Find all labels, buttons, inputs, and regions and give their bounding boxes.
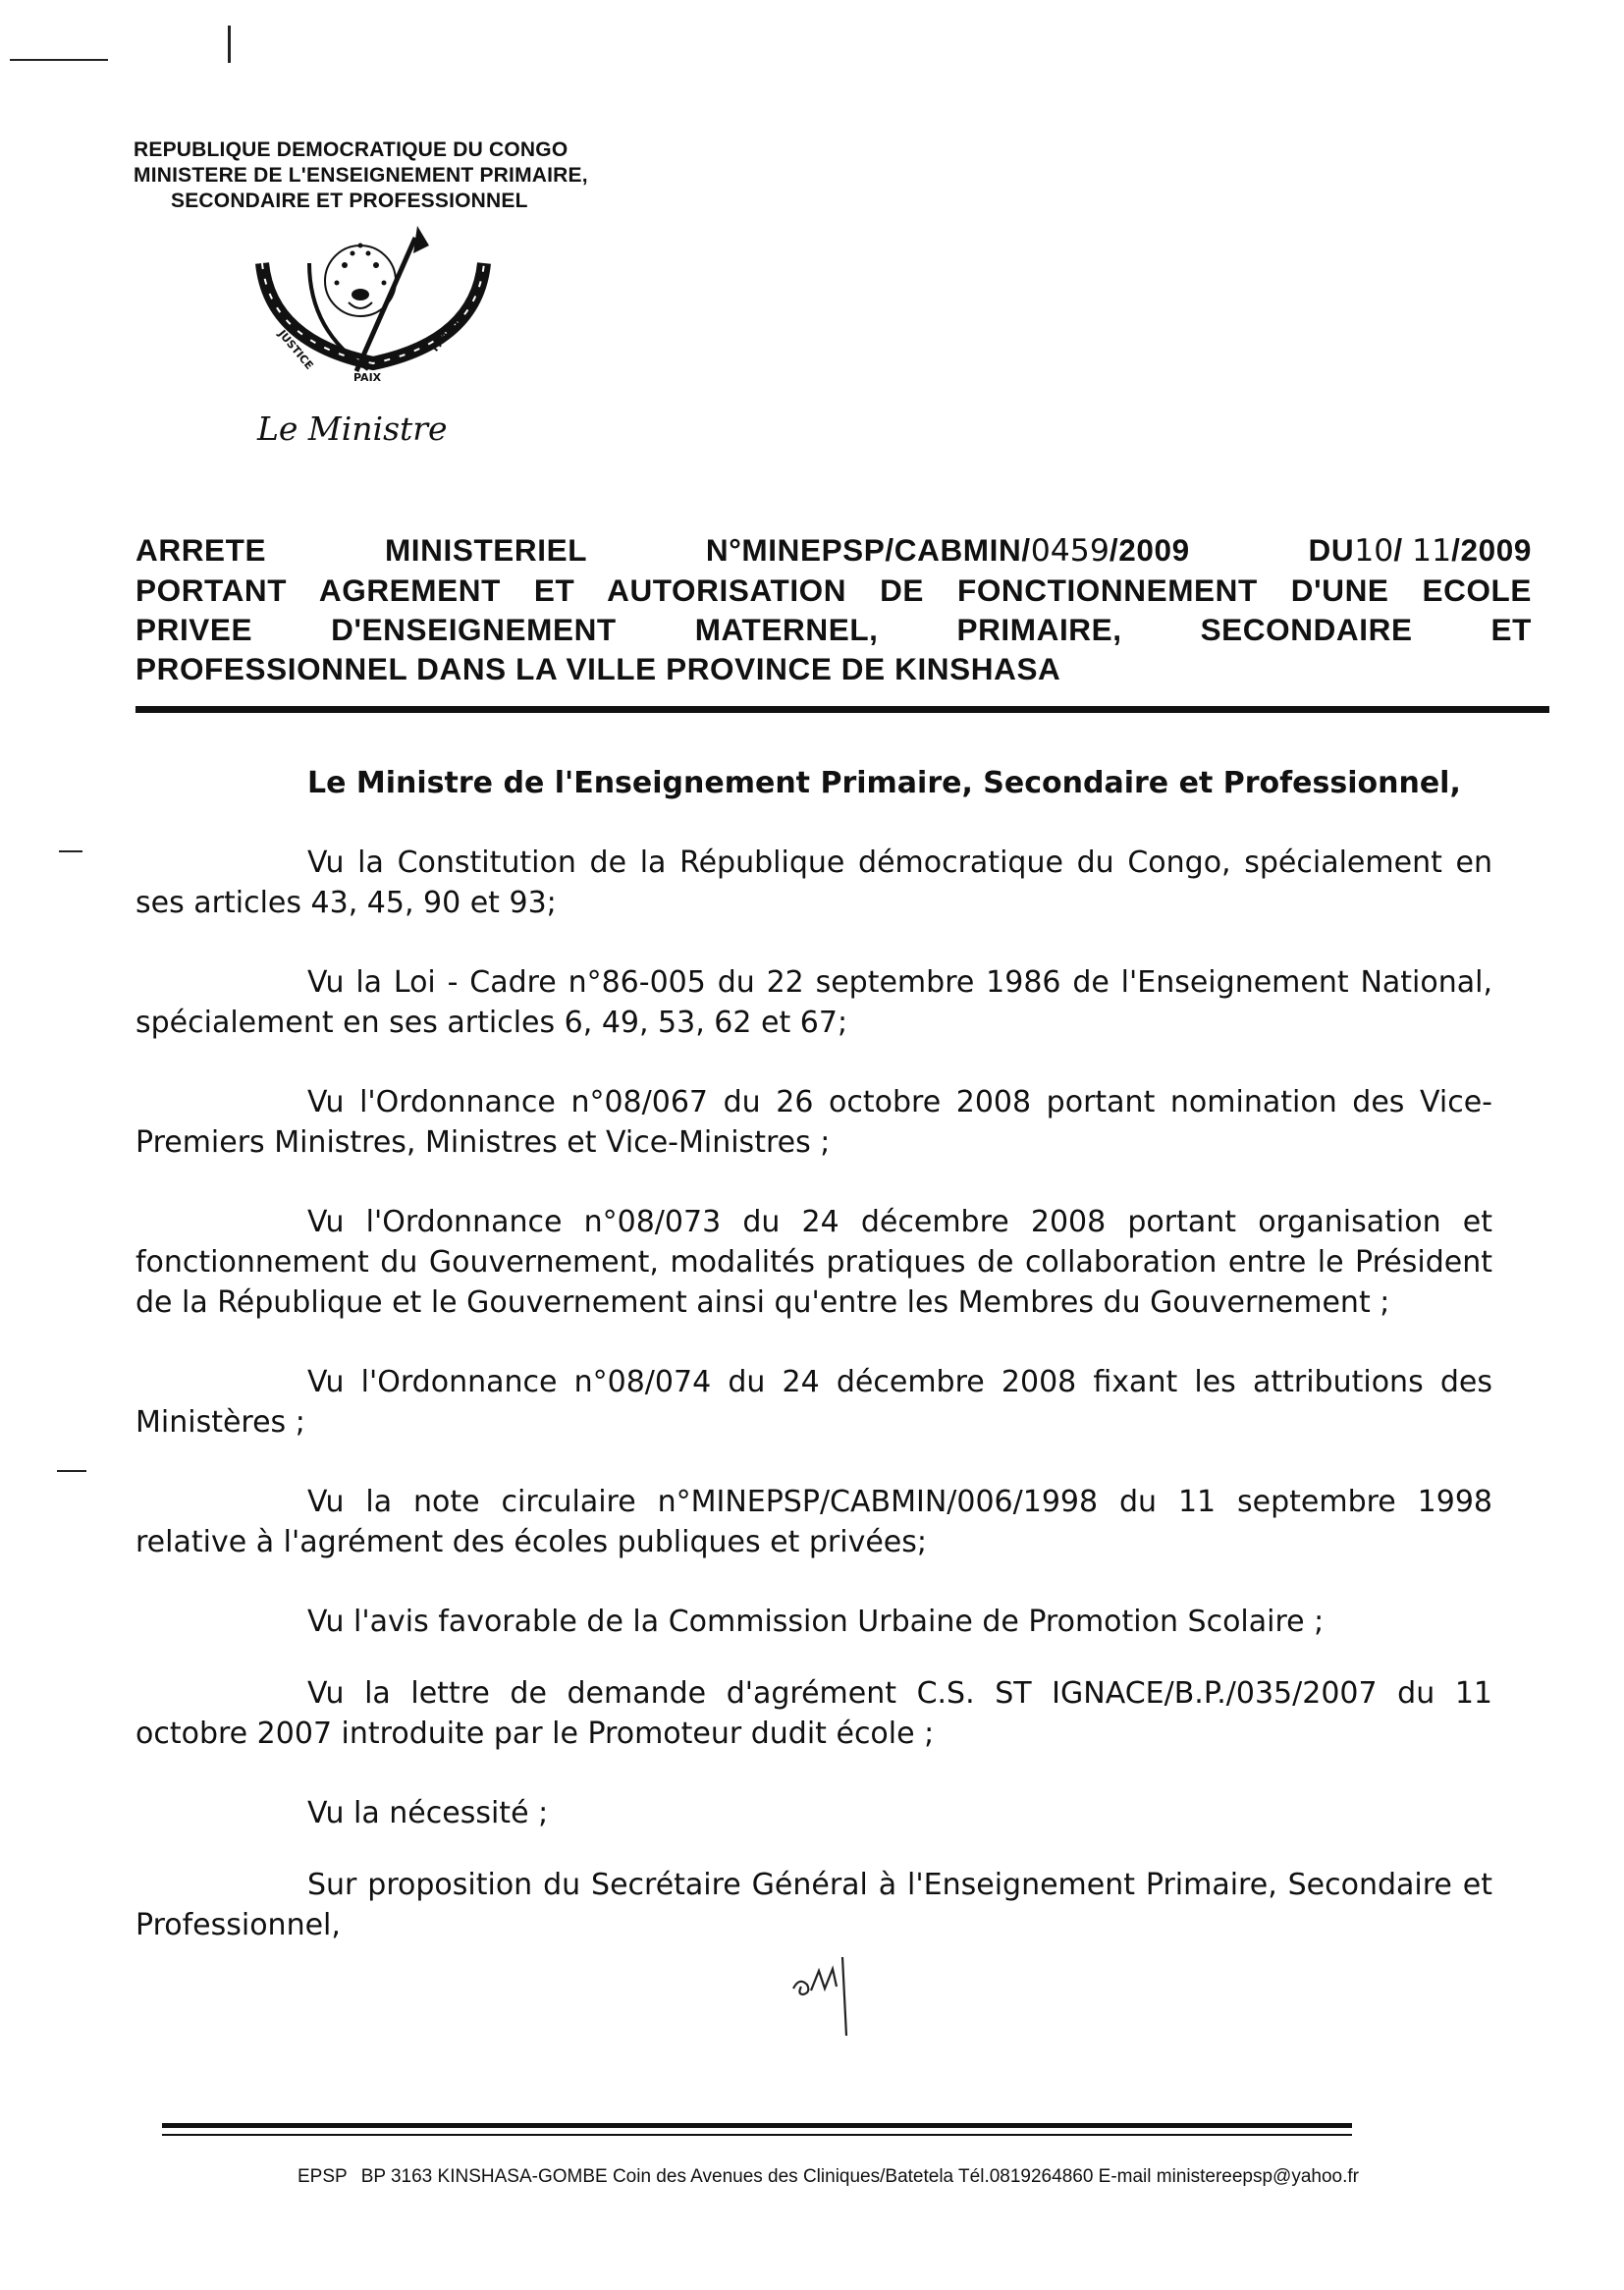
consideration-ordonnance-073: Vu l'Ordonnance n°08/073 du 24 décembre 2008 portant organisation et fonctionnement du Gouvernement, modalités pratiques de collaboration entre le Président de la République et le Gouvernement ainsi qu'entre les Membres du Gouvernement ;: [135, 1205, 1492, 1320]
scan-mark: [228, 26, 231, 63]
footer: [298, 2166, 1359, 2188]
coat-of-arms-emblem: [250, 224, 496, 410]
consideration-avis: Vu l'avis favorable de la Commission Urbaine de Promotion Scolaire ;: [307, 1605, 1325, 1639]
decree-month-handwritten: 11: [1412, 533, 1452, 569]
decree-title-line-2: PORTANT AGREMENT ET AUTORISATION DE FONCTIONNEMENT D'UNE ECOLE: [135, 572, 1532, 608]
minister-heading: Le Ministre de l'Enseignement Primaire, Secondaire et Professionnel,: [307, 766, 1461, 800]
decree-title: [135, 530, 1532, 688]
decree-word-arrete: ARRETE: [135, 532, 267, 568]
decree-day-handwritten: 10: [1354, 533, 1394, 569]
motto-left: JUSTICE: [275, 327, 316, 372]
scan-mark: [10, 59, 108, 61]
decree-number: N°MINEPSP/CABMIN/0459/2009: [705, 532, 1190, 569]
decree-word-ministeriel: MINISTERIEL: [384, 532, 588, 568]
scan-mark: [59, 850, 82, 852]
decree-number-handwritten: 0459: [1030, 533, 1110, 569]
consideration-ordonnance-067: Vu l'Ordonnance n°08/067 du 26 octobre 2008 portant nomination des Vice-Premiers Ministres, Ministres et Vice-Ministres ;: [135, 1085, 1492, 1160]
footer-divider-thick: [162, 2123, 1352, 2128]
consideration-proposition: Sur proposition du Secrétaire Général à l'Enseignement Primaire, Secondaire et Professionnel,: [135, 1868, 1492, 1942]
decree-title-line-1: [135, 530, 1532, 571]
title-divider: [135, 706, 1549, 713]
letterhead-ministry-cont: SECONDAIRE ET PROFESSIONNEL: [171, 190, 528, 212]
consideration-loi-cadre: Vu la Loi - Cadre n°86-005 du 22 septembre 1986 de l'Enseignement National, spécialement en ses articles 6, 49, 53, 62 et 67;: [135, 965, 1492, 1040]
letterhead: [134, 137, 588, 214]
footer-address: BP 3163 KINSHASA-GOMBE Coin des Avenues des Cliniques/Batetela Tél.0819264860 E-mail ministereepsp@yahoo.fr: [360, 2166, 1359, 2187]
signature-title: Le Ministre: [257, 409, 448, 448]
decree-title-line-3: PRIVEE D'ENSEIGNEMENT MATERNEL, PRIMAIRE, SECONDAIRE ET: [135, 612, 1532, 647]
consideration-note-circulaire: Vu la note circulaire n°MINEPSP/CABMIN/006/1998 du 11 septembre 1998 relative à l'agrément des écoles publiques et privées;: [135, 1485, 1492, 1559]
consideration-constitution: Vu la Constitution de la République démocratique du Congo, spécialement en ses articles 43, 45, 90 et 93;: [135, 845, 1492, 920]
letterhead-country: REPUBLIQUE DEMOCRATIQUE DU CONGO: [134, 138, 568, 161]
decree-title-line-4: PROFESSIONNEL DANS LA VILLE PROVINCE DE KINSHASA: [135, 651, 1061, 686]
footer-code: EPSP: [298, 2166, 348, 2187]
consideration-necessite: Vu la nécessité ;: [307, 1796, 549, 1830]
handwritten-initials: [785, 1949, 874, 2038]
consideration-ordonnance-074: Vu l'Ordonnance n°08/074 du 24 décembre 2008 fixant les attributions des Ministères ;: [135, 1365, 1492, 1440]
motto-right: TRAVAIL: [427, 308, 470, 355]
footer-divider-thin: [162, 2134, 1352, 2136]
consideration-lettre: Vu la lettre de demande d'agrément C.S. ST IGNACE/B.P./035/2007 du 11 octobre 2007 introduite par le Promoteur dudit école ;: [135, 1676, 1492, 1751]
decree-date: DU10/ 11/2009: [1308, 532, 1532, 569]
letterhead-ministry: MINISTERE DE L'ENSEIGNEMENT PRIMAIRE,: [134, 164, 588, 187]
considerations: [135, 843, 1492, 1985]
scan-mark: [57, 1470, 86, 1472]
motto-center: PAIX: [353, 371, 382, 384]
